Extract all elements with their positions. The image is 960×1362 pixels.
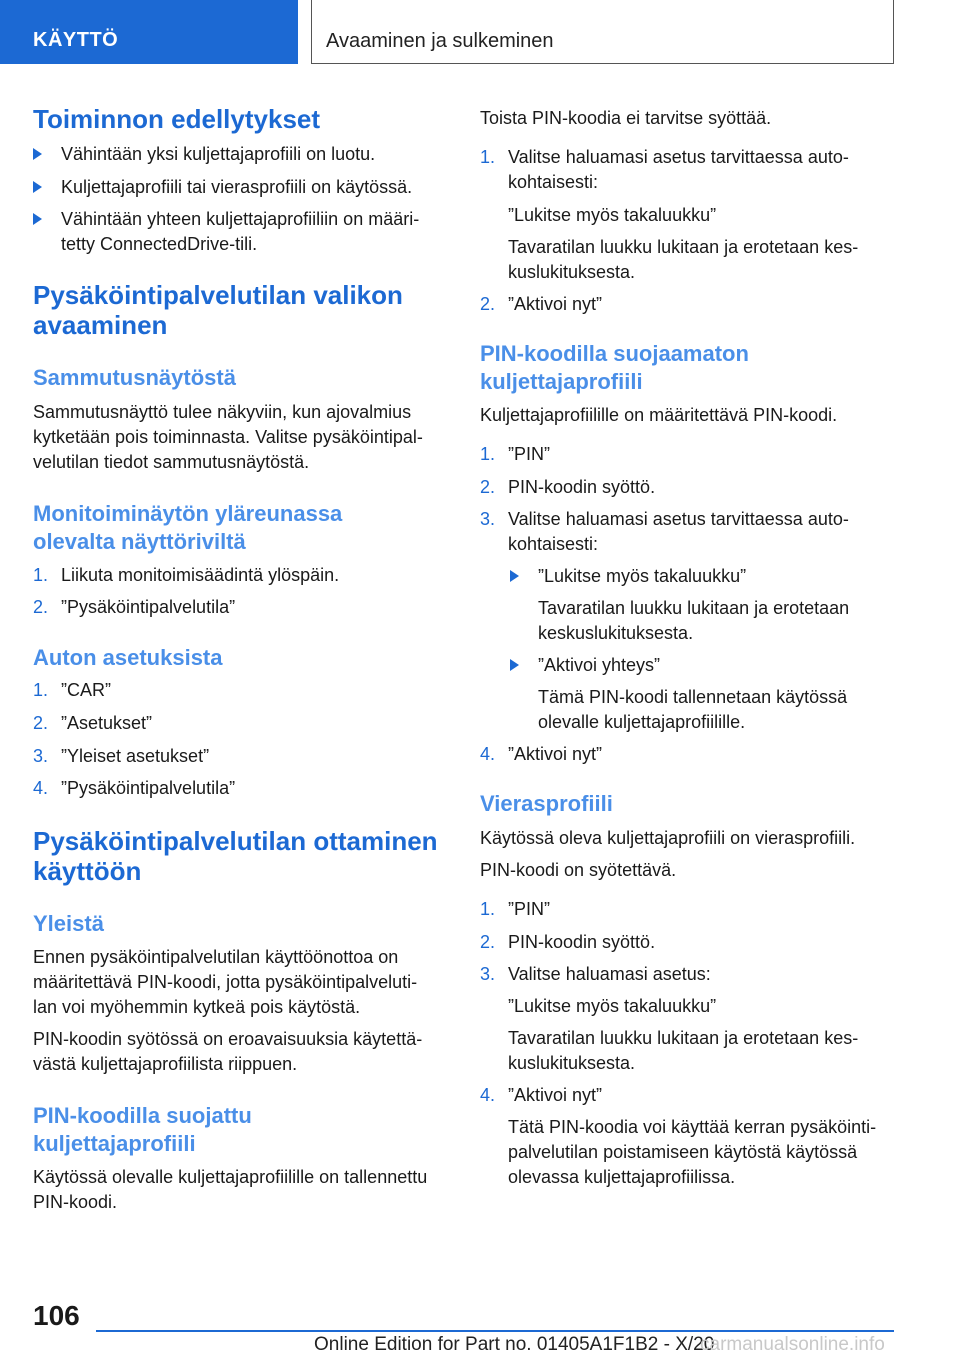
step-number: 2.: [33, 597, 49, 617]
step-number: 1.: [33, 565, 49, 585]
step-number: 3.: [480, 964, 496, 984]
heading-pin-protected: PIN-koodilla suojattu: [33, 1103, 252, 1128]
paragraph-line: PIN-koodi.: [33, 1192, 118, 1212]
paragraph-line: Käytössä oleva kuljettajaprofiili on vierasprofiili.: [480, 828, 856, 848]
step-number: 2.: [480, 932, 496, 952]
chapter-header: [311, 0, 894, 64]
step-number: 2.: [480, 294, 496, 314]
step-number: 4.: [480, 1085, 496, 1105]
paragraph-line: velutilan tiedot sammutusnäytöstä.: [33, 452, 310, 472]
section-label: KÄYTTÖ: [33, 29, 119, 51]
chapter-title: Avaaminen ja sulkeminen: [326, 30, 554, 52]
watermark: carmanualsonline.info: [700, 1334, 885, 1355]
paragraph-intro: Toista PIN-koodia ei tarvitse syöttää.: [480, 108, 772, 128]
paragraph-line: määritettävä PIN-koodi, jotta pysäköintipalveluti-: [33, 972, 418, 992]
paragraph-line: västä kuljettajaprofiilista riippuen.: [33, 1054, 298, 1074]
triangle-bullet-icon: [510, 653, 519, 678]
heading-pin-unprotected: PIN-koodilla suojaamaton: [480, 341, 749, 366]
triangle-bullet-icon: [510, 564, 519, 589]
heading-pin-protected-2: kuljettajaprofiili: [33, 1131, 196, 1156]
step-number: 3.: [33, 746, 49, 766]
heading-status-bar-2: olevalta näyttöriviltä: [33, 529, 246, 554]
triangle-bullet-icon: [33, 175, 42, 200]
step-number: 2.: [33, 713, 49, 733]
heading-open-menu: Pysäköintipalvelutilan valikon: [33, 280, 403, 310]
step-number: 2.: [480, 477, 496, 497]
triangle-bullet-icon: [33, 142, 42, 167]
heading-pin-unprotected-2: kuljettajaprofiili: [480, 369, 643, 394]
heading-status-bar: Monitoiminäytön yläreunassa: [33, 501, 343, 526]
paragraph-line: Ennen pysäköintipalvelutilan käyttöönottoa on: [33, 947, 399, 967]
step-number: 1.: [480, 444, 496, 464]
paragraph-line: Käytössä olevalle kuljettajaprofiilille on tallennettu: [33, 1167, 428, 1187]
heading-prerequisites: Toiminnon edellytykset: [33, 104, 321, 134]
heading-enable-mode-2: käyttöön: [33, 856, 142, 886]
heading-car-settings: Auton asetuksista: [33, 645, 223, 670]
step-number: 1.: [480, 147, 496, 167]
step-number: 3.: [480, 509, 496, 529]
paragraph-line: Kuljettajaprofiilille on määritettävä PIN-koodi.: [480, 405, 838, 425]
heading-open-menu-2: avaaminen: [33, 310, 168, 340]
page-number: 106: [33, 1300, 80, 1331]
section-tab: [0, 0, 298, 64]
step-number: 4.: [33, 778, 49, 798]
step-number: 4.: [480, 744, 496, 764]
paragraph-line: lan voi myöhemmin kytkeä pois käytöstä.: [33, 997, 361, 1017]
paragraph-line: Sammutusnäyttö tulee näkyviin, kun ajovalmius: [33, 402, 412, 422]
heading-shutdown-screen: Sammutusnäytöstä: [33, 365, 236, 390]
paragraph-line: kytketään pois toiminnasta. Valitse pysäköintipal-: [33, 427, 423, 447]
heading-general: Yleistä: [33, 911, 104, 936]
paragraph-line: PIN-koodin syötössä on eroavaisuuksia käytettä-: [33, 1029, 423, 1049]
step-number: 1.: [33, 680, 49, 700]
heading-guest-profile: Vierasprofiili: [480, 791, 613, 816]
footer-edition: Online Edition for Part no. 01405A1F1B2 - X/20: [314, 1334, 715, 1355]
triangle-bullet-icon: [33, 207, 42, 232]
footer-divider: [96, 1330, 894, 1332]
heading-enable-mode: Pysäköintipalvelutilan ottaminen: [33, 826, 438, 856]
paragraph-line: PIN-koodi on syötettävä.: [480, 860, 677, 880]
step-number: 1.: [480, 899, 496, 919]
